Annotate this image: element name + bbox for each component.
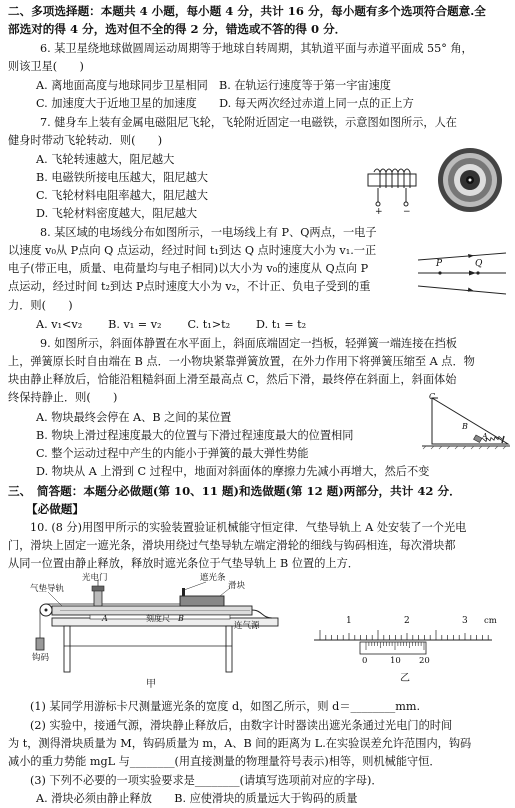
figure-jia-caption: 甲 bbox=[146, 679, 156, 690]
q10-stem-line3: 从同一位置由静止释放，释放时遮光条位于气垫导轨上 B 位置的上方． bbox=[8, 557, 359, 570]
q10-sub2-line3: 减小的重力势能 mgL 与________(用直接测量的物理量符号表示)相等，则机械能守恒． bbox=[8, 755, 441, 768]
flywheel-electromagnet-figure bbox=[366, 148, 506, 220]
figure-yi-caption: 乙 bbox=[400, 673, 410, 684]
q6-option-cd: C. 加速度大于近地卫星的加速度 D. 每天两次经过赤道上同一点的正上方 bbox=[36, 97, 414, 110]
q9-stem-line4: 终保持静止．则( ) bbox=[8, 391, 118, 404]
vernier-label-10: 10 bbox=[390, 656, 401, 666]
section2-heading-line2: 部选对的得 4 分，选对但不全的得 2 分，错选或不答的得 0 分． bbox=[8, 22, 347, 36]
q7-option-d: D. 飞轮材料密度越大，阻尼越大 bbox=[36, 207, 198, 220]
electric-field-figure bbox=[416, 252, 510, 296]
q8-options: A. v₁<v₂ B. v₁ = v₂ C. t₁>t₂ D. t₁ = t₂ bbox=[36, 318, 307, 331]
q9-option-b: B. 物块上滑过程速度最大的位置与下滑过程速度最大的位置相同 bbox=[36, 429, 354, 442]
q10-sub3-options: A. 滑块必须由静止释放 B. 应使滑块的质量远大于钩码的质量 bbox=[36, 792, 358, 805]
section2-heading-line1: 二、多项选择题：本题共 4 小题，每小题 4 分，共计 16 分，每小题有多个选项符合题意.全 bbox=[8, 4, 486, 18]
q8-stem-line4: 点运动，经过时间 t₂到达 P点时速度大小为 v₂，不计正、负电子受到的重 bbox=[8, 280, 371, 293]
air-track-label: 气垫导轨 bbox=[30, 584, 65, 594]
q8-stem-line5: 力．则( ) bbox=[8, 299, 73, 312]
q9-stem-line1: 9. 如图所示，斜面体静置在水平面上，斜面底端固定一挡板，轻弹簧一端连接在挡板 bbox=[40, 337, 457, 350]
q9-option-a: A. 物块最终会停在 A、B 之间的某位置 bbox=[36, 411, 232, 424]
q6-stem-line2: 则该卫星( ) bbox=[8, 60, 84, 73]
point-a-label: A bbox=[482, 432, 488, 441]
q10-sub2-line2: 为 t，测得滑块质量为 M，钩码质量为 m，A、B 间的距离为 L.在实验误差允许范围内，钩码 bbox=[8, 737, 472, 750]
point-q-label: Q bbox=[475, 259, 483, 269]
q9-option-c: C. 整个运动过程中产生的内能小于弹簧的最大弹性势能 bbox=[36, 447, 309, 460]
vernier-caliper-figure bbox=[306, 612, 502, 668]
q10-sub2-line1: (2) 实验中，接通气源，滑块静止释放后，由数字计时器读出遮光条通过光电门的时间 bbox=[30, 719, 453, 732]
q7-stem-line1: 7. 健身车上装有金属电磁阻尼飞轮，飞轮附近固定一电磁铁，示意图如图所示，人在 bbox=[40, 116, 457, 129]
coil-plus-label: + bbox=[375, 207, 383, 217]
q6-stem-line1: 6. 某卫星绕地球做圆周运动周期等于地球自转周期，其轨道平面与赤道平面成 55° 角， bbox=[40, 42, 473, 55]
q9-stem-line2: 上，弹簧原长时自由端在 B 点．一小物块紧靠弹簧放置，在外力作用下将弹簧压缩至 A 点．物 bbox=[8, 355, 475, 368]
q9-stem-line3: 块由静止释放后，恰能沿粗糙斜面上滑至最高点 C，然后下滑，最终停在斜面上，斜面体始 bbox=[8, 373, 457, 386]
shading-strip-label: 遮光条 bbox=[200, 573, 226, 583]
point-b-label: B bbox=[462, 422, 468, 431]
unit-label: cm bbox=[484, 616, 497, 626]
photogate-label: 光电门 bbox=[82, 573, 108, 583]
q10-stem-line2: 门，滑块上固定一遮光条，滑块用绕过气垫导轨左端定滑轮的细线与钩码相连，每次滑块都 bbox=[8, 539, 456, 552]
q7-option-c: C. 飞轮材料电阻率越大，阻尼越大 bbox=[36, 189, 208, 202]
q8-stem-line1: 8. 某区域的电场线分布如图所示，一电场线上有 P、Q两点，一电子 bbox=[40, 226, 377, 239]
air-track-apparatus-figure bbox=[30, 574, 280, 678]
q10-sub3: (3) 下列不必要的一项实验要求是________(请填写选项前对应的字母)． bbox=[30, 774, 383, 787]
point-p-label: P bbox=[436, 259, 443, 269]
section3-heading: 三、 简答题：本题分必做题(第 10、11 题)和选做题(第 12 题)两部分，共计 42 分． bbox=[8, 484, 461, 498]
coil-minus-label: − bbox=[403, 207, 411, 217]
slider-label: 滑块 bbox=[228, 581, 246, 591]
required-label: 【必做题】 bbox=[26, 502, 84, 516]
main-scale-label-1: 1 bbox=[346, 616, 352, 626]
point-a-label: A bbox=[102, 614, 108, 623]
incline-spring-figure bbox=[418, 392, 510, 450]
q7-option-a: A. 飞轮转速越大，阻尼越大 bbox=[36, 153, 175, 166]
vernier-label-20: 20 bbox=[419, 656, 430, 666]
hook-weight-label: 钩码 bbox=[32, 653, 50, 663]
main-scale-label-2: 2 bbox=[404, 616, 410, 626]
q7-stem-line2: 健身时带动飞轮转动．则( ) bbox=[8, 134, 163, 147]
q10-sub1: (1) 某同学用游标卡尺测量遮光条的宽度 d，如图乙所示，则 d＝________mm. bbox=[30, 700, 421, 713]
ruler-label: 刻度尺 bbox=[146, 614, 170, 623]
q9-option-d: D. 物块从 A 上滑到 C 过程中，地面对斜面体的摩擦力先减小再增大，然后不变 bbox=[36, 465, 430, 478]
q6-option-ab: A. 离地面高度与地球同步卫星相同 B. 在轨运行速度等于第一宇宙速度 bbox=[36, 79, 391, 92]
q8-stem-line2: 以速度 v₀从 P点向 Q 点运动，经过时间 t₁到达 Q 点时速度大小为 v₁.一正 bbox=[8, 244, 377, 257]
q8-stem-line3: 电子(带正电，质量、电荷量均与电子相同)以大小为 v₀的速度从 Q点向 P bbox=[8, 262, 369, 275]
q7-option-b: B. 电磁铁所接电压越大，阻尼越大 bbox=[36, 171, 208, 184]
point-c-label: C bbox=[429, 392, 436, 401]
air-source-label: 连气源 bbox=[234, 621, 260, 631]
main-scale-label-3: 3 bbox=[462, 616, 468, 626]
vernier-label-0: 0 bbox=[362, 656, 368, 666]
point-b-label: B bbox=[178, 614, 184, 623]
q10-stem-line1: 10. (8 分)用图甲所示的实验装置验证机械能守恒定律．气垫导轨上 A 处安装了一个光电 bbox=[30, 521, 467, 534]
